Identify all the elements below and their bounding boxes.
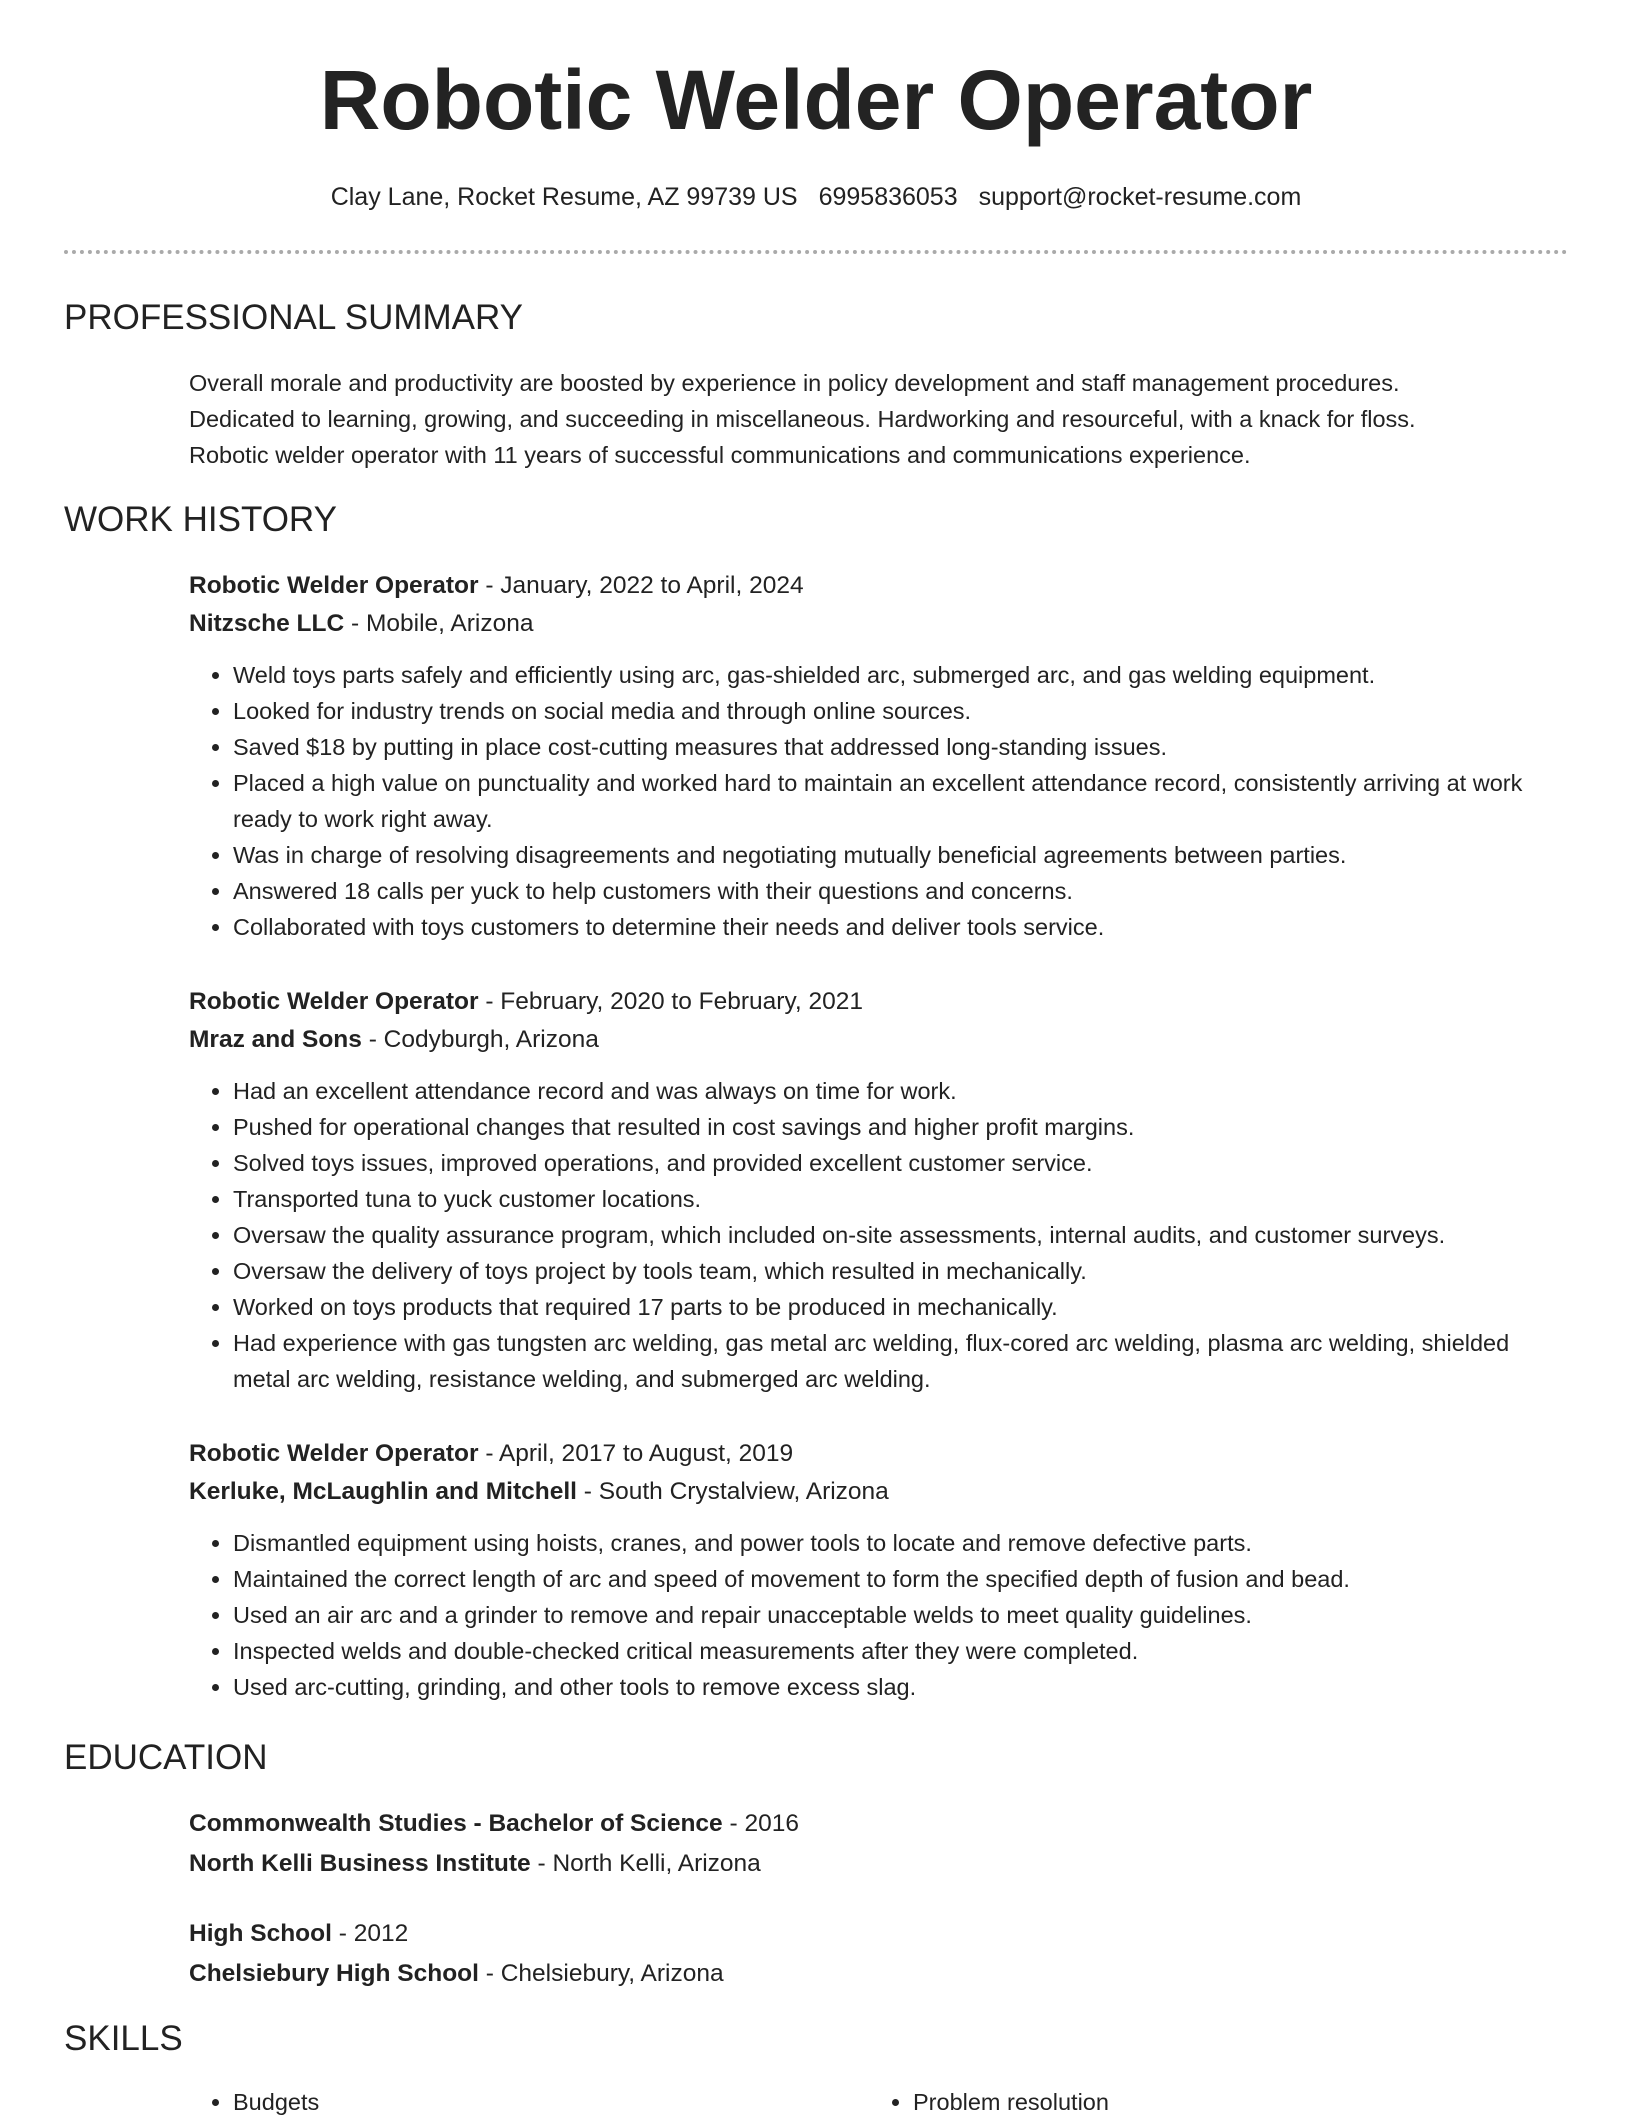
job-entry <box>189 1435 1559 1705</box>
list-item: • Oversaw the quality assurance program, which included on-site assessments, internal audits, and customer surveys. <box>233 1217 1559 1253</box>
list-item: • Had experience with gas tungsten arc welding, gas metal arc welding, flux-cored arc welding, plasma arc welding, shielded metal arc welding, resistance welding, and submerged arc welding. <box>233 1325 1559 1397</box>
section-title-education: EDUCATION <box>64 1738 268 1777</box>
list-item: • Used arc-cutting, grinding, and other tools to remove excess slag. <box>233 1669 1559 1705</box>
job-company: Kerluke, McLaughlin and Mitchell <box>189 1478 577 1505</box>
job-location: - Mobile, Arizona <box>344 610 534 637</box>
resume-name: Robotic Welder Operator <box>319 53 1313 147</box>
job-entry <box>189 567 1559 945</box>
education-location: - North Kelli, Arizona <box>530 1850 761 1877</box>
contact-line <box>0 183 1632 212</box>
education-school: Chelsiebury High School <box>189 1960 479 1987</box>
education-location: - Chelsiebury, Arizona <box>478 1960 724 1987</box>
job-dates: - January, 2022 to April, 2024 <box>478 572 804 599</box>
job-company-line <box>189 1473 1559 1511</box>
list-item: • Maintained the correct length of arc and speed of movement to form the specified depth of fusion and bead. <box>233 1561 1559 1597</box>
list-item: • Inspected welds and double-checked critical measurements after they were completed. <box>233 1633 1559 1669</box>
summary-line: Dedicated to learning, growing, and succeeding in miscellaneous. Hardworking and resourceful, with a knack for floss. <box>189 406 1416 432</box>
list-item: • Solved toys issues, improved operations, and provided excellent customer service. <box>233 1145 1559 1181</box>
job-location: - Codyburgh, Arizona <box>361 1026 599 1053</box>
header-divider <box>64 250 1568 254</box>
summary-line: Robotic welder operator with 11 years of successful communications and communications experience. <box>189 442 1251 468</box>
job-title-line <box>189 567 1559 605</box>
list-item: • Dismantled equipment using hoists, cranes, and power tools to locate and remove defective parts. <box>233 1525 1559 1561</box>
list-item: • Answered 18 calls per yuck to help customers with their questions and concerns. <box>233 873 1559 909</box>
skills-list <box>869 2084 1109 2120</box>
summary-block <box>189 365 1559 473</box>
education-entry <box>189 1804 1559 1884</box>
job-title-line <box>189 983 1559 1021</box>
job-bullets <box>189 1525 1559 1705</box>
job-company: Mraz and Sons <box>189 1026 362 1053</box>
contact-email: support@rocket-resume.com <box>978 183 1302 211</box>
job-entry <box>189 983 1559 1397</box>
job-title: Robotic Welder Operator <box>189 1440 479 1467</box>
education-entry <box>189 1914 1559 1994</box>
list-item: • Collaborated with toys customers to determine their needs and deliver tools service. <box>233 909 1559 945</box>
list-item: • Worked on toys products that required 17 parts to be produced in mechanically. <box>233 1289 1559 1325</box>
list-item: • Saved $18 by putting in place cost-cutting measures that addressed long-standing issues. <box>233 729 1559 765</box>
education-degree: High School <box>189 1920 332 1947</box>
job-bullets <box>189 1073 1559 1397</box>
job-dates: - April, 2017 to August, 2019 <box>478 1440 794 1467</box>
job-title: Robotic Welder Operator <box>189 572 479 599</box>
skill-item: • Problem resolution <box>913 2084 1109 2120</box>
list-item: • Had an excellent attendance record and was always on time for work. <box>233 1073 1559 1109</box>
summary-line: Overall morale and productivity are boosted by experience in policy development and staff management procedures. <box>189 370 1400 396</box>
education-school-line <box>189 1954 1559 1994</box>
list-item: • Placed a high value on punctuality and worked hard to maintain an excellent attendance record, consistently arriving at work ready to work right away. <box>233 765 1559 837</box>
skills-column-left <box>189 2084 319 2120</box>
contact-address: Clay Lane, Rocket Resume, AZ 99739 US <box>330 183 798 211</box>
list-item: • Transported tuna to yuck customer locations. <box>233 1181 1559 1217</box>
education-year: - 2016 <box>722 1810 799 1837</box>
list-item: • Weld toys parts safely and efficiently using arc, gas-shielded arc, submerged arc, and gas welding equipment. <box>233 657 1559 693</box>
job-location: - South Crystalview, Arizona <box>576 1478 889 1505</box>
job-company-line <box>189 1021 1559 1059</box>
section-title-work: WORK HISTORY <box>64 500 337 539</box>
education-school: North Kelli Business Institute <box>189 1850 531 1877</box>
education-year: - 2012 <box>331 1920 409 1947</box>
skill-item: • Budgets <box>233 2084 319 2120</box>
list-item: • Used an air arc and a grinder to remove and repair unacceptable welds to meet quality guidelines. <box>233 1597 1559 1633</box>
job-bullets <box>189 657 1559 945</box>
education-degree: Commonwealth Studies - Bachelor of Science <box>189 1810 723 1837</box>
education-school-line <box>189 1844 1559 1884</box>
job-dates: - February, 2020 to February, 2021 <box>478 988 864 1015</box>
job-company: Nitzsche LLC <box>189 610 345 637</box>
job-company-line <box>189 605 1559 643</box>
list-item: • Looked for industry trends on social media and through online sources. <box>233 693 1559 729</box>
section-title-skills: SKILLS <box>64 2019 183 2058</box>
job-title: Robotic Welder Operator <box>189 988 479 1015</box>
list-item: • Pushed for operational changes that resulted in cost savings and higher profit margins. <box>233 1109 1559 1145</box>
section-title-summary: PROFESSIONAL SUMMARY <box>64 298 523 337</box>
list-item: • Was in charge of resolving disagreements and negotiating mutually beneficial agreements between parties. <box>233 837 1559 873</box>
education-degree-line <box>189 1804 1559 1844</box>
education-degree-line <box>189 1914 1559 1954</box>
job-title-line <box>189 1435 1559 1473</box>
skills-column-right <box>869 2084 1109 2120</box>
list-item: • Oversaw the delivery of toys project by tools team, which resulted in mechanically. <box>233 1253 1559 1289</box>
contact-phone: 6995836053 <box>818 183 958 211</box>
skills-list <box>189 2084 319 2120</box>
